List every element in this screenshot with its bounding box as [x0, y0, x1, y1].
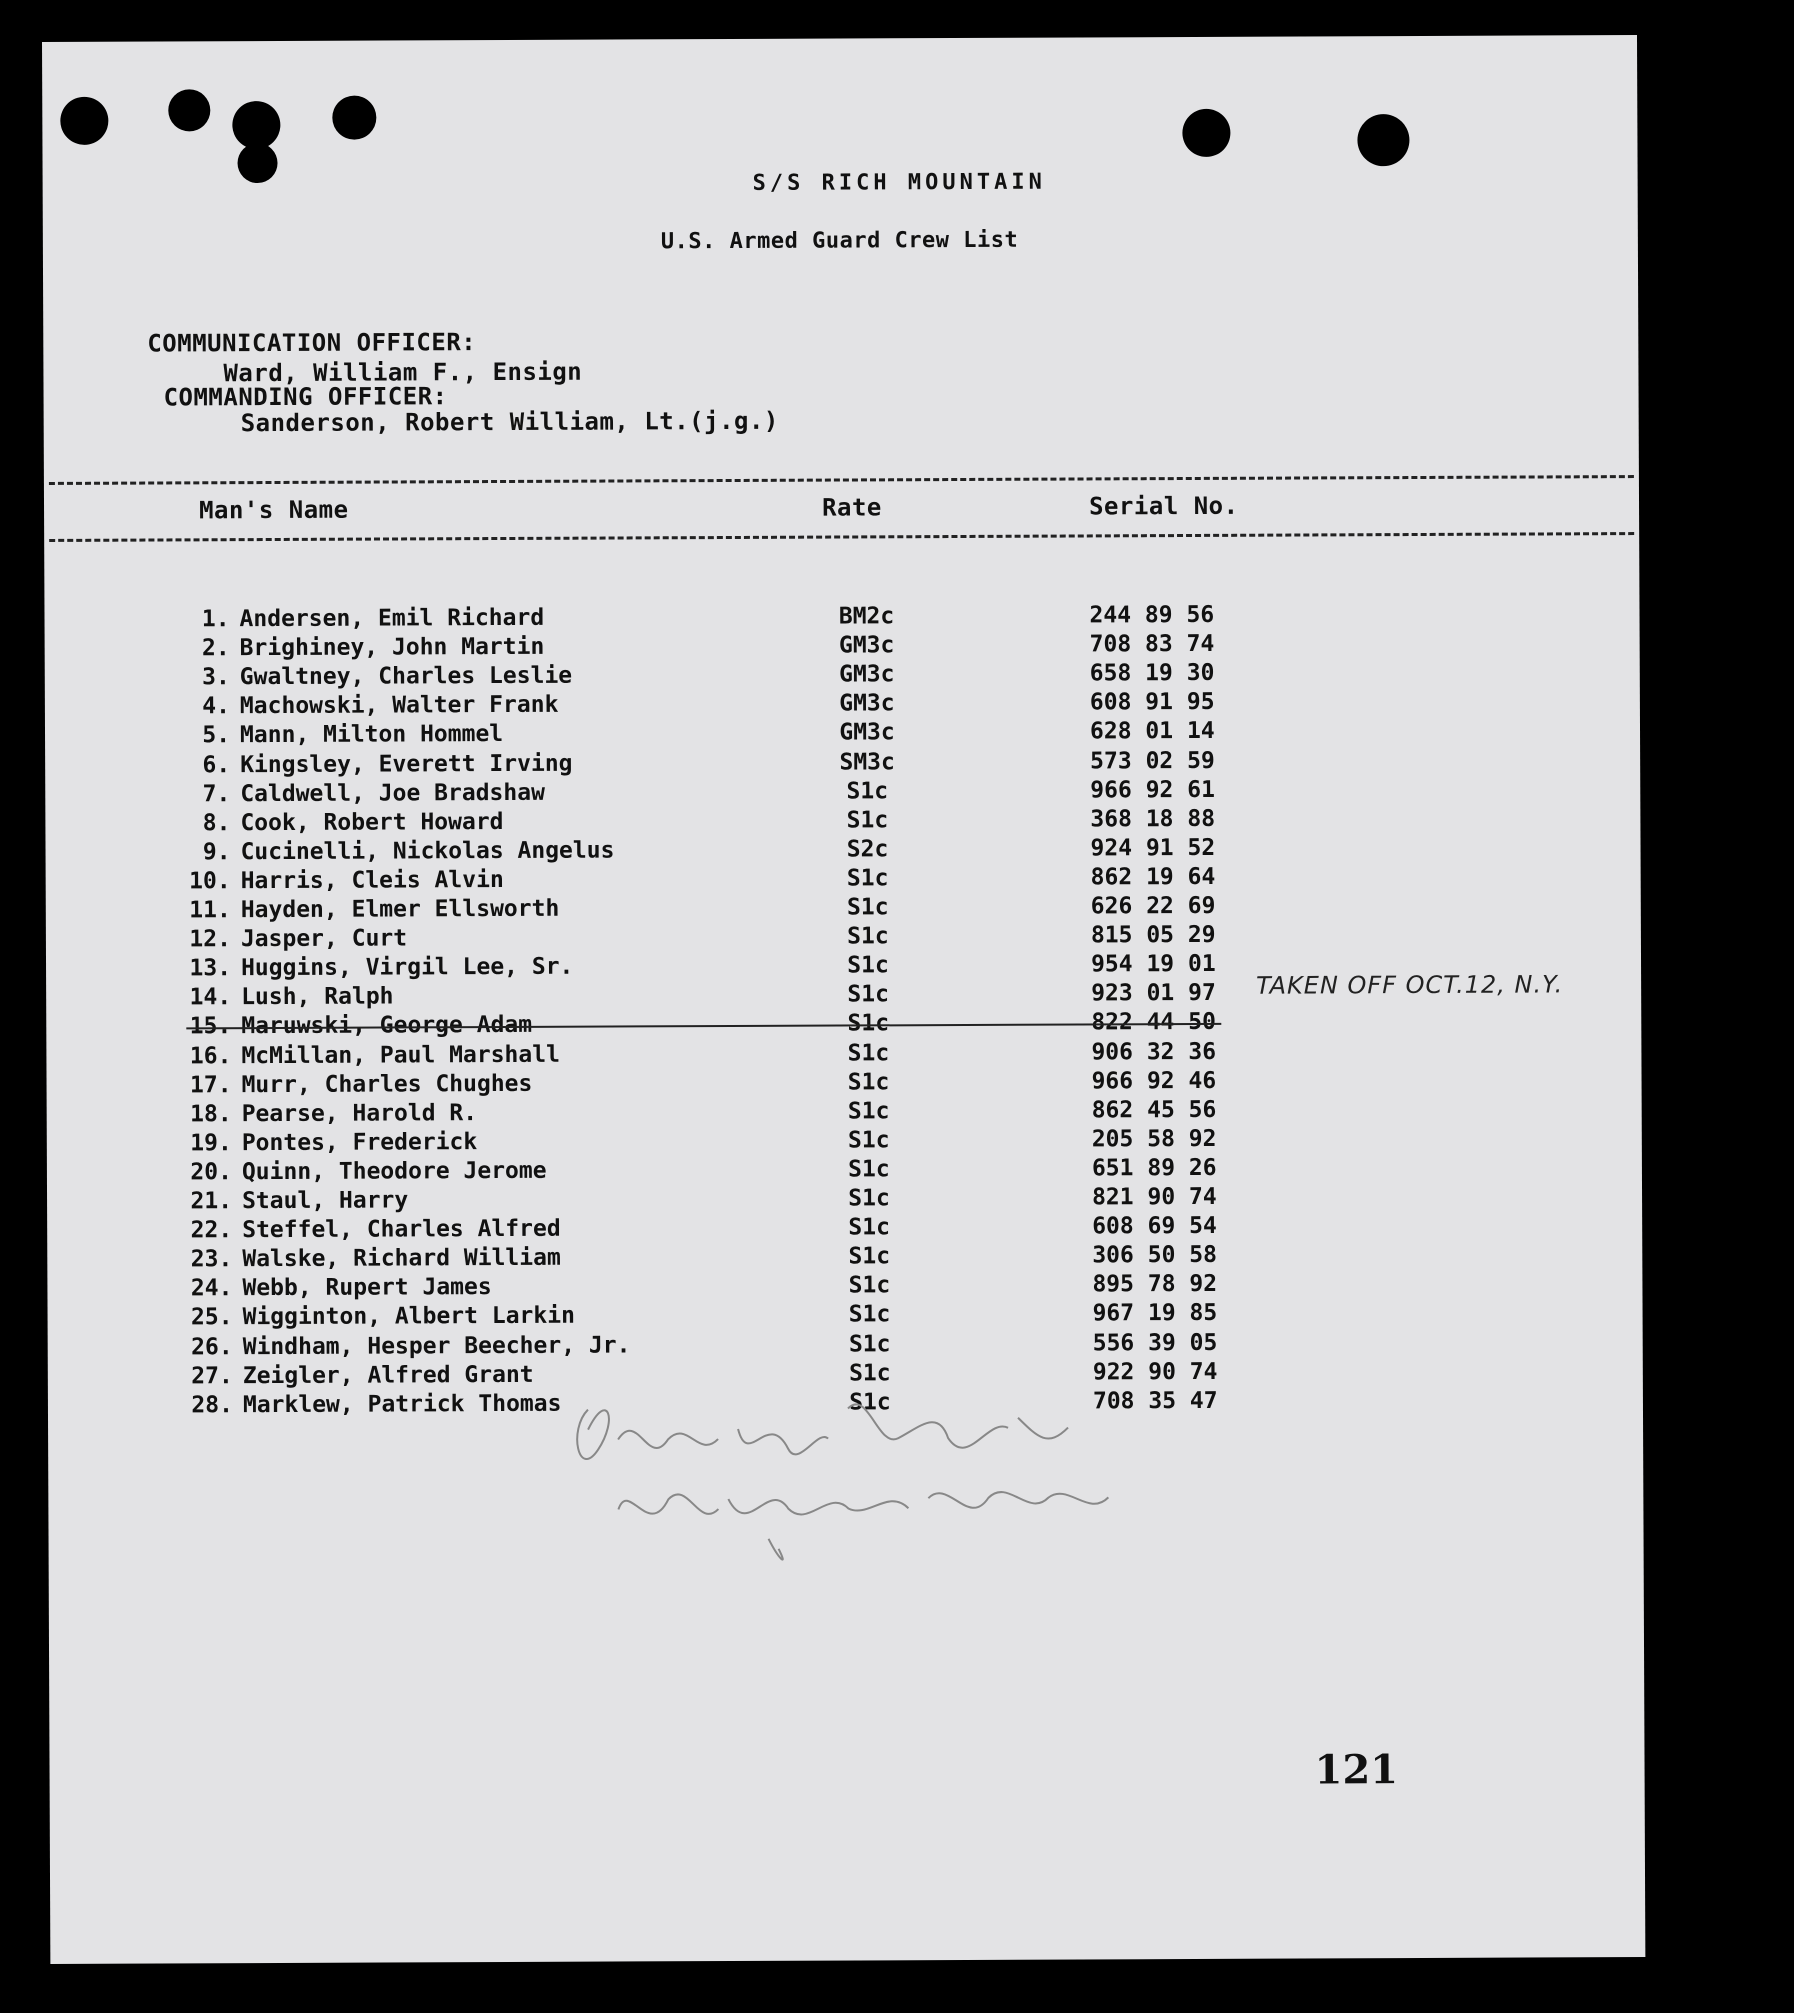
- punch-hole: [1182, 109, 1230, 157]
- crew-num: 20.: [190, 1159, 232, 1186]
- crew-rate: GM3c: [839, 661, 895, 688]
- crew-rate: GM3c: [839, 690, 895, 717]
- crew-num: 12.: [189, 926, 231, 953]
- crew-name: Pontes, Frederick: [241, 1128, 478, 1156]
- crew-rate: S1c: [847, 981, 889, 1008]
- crew-serial: 862 45 56: [1091, 1096, 1217, 1124]
- crew-serial: 821 90 74: [1091, 1183, 1217, 1211]
- crew-serial: 368 18 88: [1090, 805, 1216, 833]
- divider: [49, 475, 1634, 485]
- crew-serial: 922 90 74: [1092, 1358, 1218, 1386]
- crew-name: Cucinelli, Nickolas Angelus: [240, 837, 615, 865]
- crew-rate: BM2c: [838, 603, 895, 630]
- crew-num: 22.: [190, 1217, 233, 1244]
- punch-hole: [237, 143, 277, 183]
- crew-serial: 608 69 54: [1092, 1212, 1217, 1240]
- crew-rate: S1c: [846, 894, 889, 921]
- document-title: S/S RICH MOUNTAIN: [752, 169, 1046, 196]
- crew-rate: S1c: [849, 1388, 891, 1416]
- crew-rate: S1c: [847, 1068, 890, 1096]
- crew-serial: 626 22 69: [1090, 892, 1216, 920]
- crew-serial: 923 01 97: [1091, 980, 1216, 1007]
- crew-serial: 205 58 92: [1091, 1125, 1217, 1153]
- crew-name: McMillan, Paul Marshall: [241, 1041, 560, 1069]
- crew-name: Caldwell, Joe Bradshaw: [240, 779, 545, 807]
- crew-serial: 244 89 56: [1089, 601, 1215, 629]
- crew-name: Hayden, Elmer Ellsworth: [240, 895, 560, 924]
- crew-name: Cook, Robert Howard: [240, 808, 504, 836]
- crew-serial: 608 91 95: [1089, 689, 1215, 716]
- crew-num: 4.: [202, 693, 230, 720]
- crew-serial: 651 89 26: [1091, 1154, 1217, 1182]
- crew-rate: GM3c: [838, 632, 895, 659]
- crew-num: 15.: [189, 1013, 232, 1040]
- communication-officer-label: COMMUNICATION OFFICER:: [147, 328, 477, 358]
- punch-hole: [1357, 114, 1409, 166]
- crew-name: Huggins, Virgil Lee, Sr.: [240, 953, 574, 982]
- crew-name: Steffel, Charles Alfred: [242, 1215, 561, 1244]
- crew-name: Marklew, Patrick Thomas: [242, 1390, 562, 1418]
- crew-name: Kingsley, Everett Irving: [240, 750, 573, 778]
- crew-rate: S1c: [847, 1039, 890, 1066]
- divider: [49, 532, 1634, 542]
- crew-rate: S1c: [848, 1359, 891, 1387]
- crew-num: 13.: [189, 955, 232, 982]
- column-header-name: Man's Name: [198, 495, 349, 525]
- crew-name: Brighiney, John Martin: [239, 633, 545, 662]
- crew-rate: S2c: [846, 836, 889, 863]
- punch-hole: [60, 97, 108, 145]
- crew-num: 28.: [191, 1391, 234, 1419]
- crew-rate: S1c: [848, 1156, 890, 1183]
- crew-rate: S1c: [847, 952, 889, 979]
- crew-serial: 822 44 50: [1091, 1009, 1216, 1036]
- crew-num: 2.: [201, 635, 230, 662]
- column-header-serial: Serial No.: [1088, 491, 1239, 521]
- crew-rate: S1c: [848, 1185, 890, 1212]
- crew-serial: 906 32 36: [1091, 1038, 1217, 1065]
- crew-serial: 556 39 05: [1092, 1329, 1218, 1356]
- crew-rate: S1c: [846, 777, 889, 805]
- crew-num: 14.: [189, 984, 232, 1011]
- crew-rate: S1c: [847, 923, 889, 950]
- crew-serial: 954 19 01: [1090, 951, 1216, 978]
- crew-rate: GM3c: [839, 719, 895, 746]
- crew-rate: SM3c: [839, 748, 895, 776]
- crew-num: 25.: [190, 1304, 233, 1331]
- crew-num: 16.: [189, 1042, 232, 1069]
- crew-rate: S1c: [846, 865, 889, 892]
- crew-name: Machowski, Walter Frank: [239, 692, 559, 720]
- crew-rate: S1c: [846, 807, 889, 834]
- crew-num: 8.: [202, 809, 231, 836]
- crew-serial: 966 92 61: [1090, 776, 1215, 804]
- crew-num: 18.: [190, 1100, 232, 1128]
- crew-num: 27.: [191, 1362, 233, 1389]
- crew-rate: S1c: [848, 1243, 891, 1270]
- document-subtitle: U.S. Armed Guard Crew List: [660, 227, 1019, 255]
- commanding-officer-label: COMMANDING OFFICER:: [163, 382, 448, 412]
- crew-num: 6.: [202, 751, 231, 778]
- crew-rate: S1c: [847, 1127, 890, 1154]
- crew-num: 5.: [202, 722, 231, 749]
- crew-num: 23.: [190, 1246, 233, 1273]
- crew-serial: 862 19 64: [1090, 863, 1216, 891]
- crew-name: Zeigler, Alfred Grant: [242, 1361, 534, 1389]
- crew-serial: 628 01 14: [1089, 718, 1215, 745]
- crew-rate: S1c: [848, 1214, 891, 1241]
- crew-name: Maruwski, George Adam: [241, 1012, 533, 1040]
- column-header-rate: Rate: [821, 493, 882, 522]
- crew-serial: 967 19 85: [1092, 1300, 1218, 1327]
- punch-hole: [332, 96, 376, 140]
- crew-name: Jasper, Curt: [240, 925, 408, 953]
- crew-rate: S1c: [847, 1098, 890, 1125]
- handwritten-signature: [548, 1367, 1249, 1570]
- crew-serial: 966 92 46: [1091, 1067, 1217, 1095]
- crew-num: 1.: [201, 606, 230, 633]
- crew-name: Gwaltney, Charles Leslie: [239, 662, 573, 691]
- crew-num: 7.: [202, 780, 231, 807]
- crew-name: Windham, Hesper Beecher, Jr.: [242, 1331, 631, 1360]
- crew-rate: S1c: [848, 1301, 891, 1328]
- crew-rate: S1c: [847, 1010, 890, 1037]
- crew-num: 21.: [190, 1188, 233, 1215]
- crew-num: 24.: [190, 1275, 233, 1302]
- crew-serial: 573 02 59: [1090, 747, 1215, 774]
- crew-serial: 895 78 92: [1092, 1271, 1218, 1298]
- crew-name: Mann, Milton Hommel: [239, 721, 504, 749]
- document-page: [42, 35, 1645, 1964]
- page-number: 121: [1314, 1746, 1399, 1794]
- communication-officer-name: Ward, William F., Ensign: [223, 357, 583, 388]
- crew-name: Staul, Harry: [242, 1187, 409, 1215]
- crew-serial: 306 50 58: [1092, 1242, 1217, 1269]
- crew-serial: 815 05 29: [1090, 921, 1216, 949]
- crew-serial: 708 35 47: [1092, 1387, 1218, 1415]
- crew-name: Lush, Ralph: [241, 983, 394, 1011]
- crew-name: Webb, Rupert James: [242, 1274, 492, 1302]
- commanding-officer-name: Sanderson, Robert William, Lt.(j.g.): [240, 406, 779, 438]
- crew-serial: 924 91 52: [1090, 834, 1216, 862]
- crew-num: 26.: [191, 1333, 233, 1360]
- crew-num: 19.: [190, 1129, 232, 1157]
- crew-serial: 708 83 74: [1089, 630, 1215, 658]
- crew-serial: 658 19 30: [1089, 660, 1215, 687]
- crew-num: 11.: [189, 897, 231, 924]
- crew-name: Harris, Cleis Alvin: [240, 866, 504, 895]
- punch-hole: [232, 101, 280, 149]
- crew-rate: S1c: [848, 1330, 891, 1357]
- handwritten-annotation: TAKEN OFF OCT.12, N.Y.: [1256, 970, 1564, 1000]
- crew-name: Pearse, Harold R.: [241, 1099, 478, 1127]
- crew-rate: S1c: [848, 1272, 891, 1299]
- crew-name: Andersen, Emil Richard: [239, 604, 545, 633]
- crew-name: Walske, Richard William: [242, 1244, 561, 1273]
- crew-num: 17.: [189, 1071, 232, 1098]
- crew-name: Quinn, Theodore Jerome: [241, 1157, 547, 1186]
- crew-num: 10.: [189, 868, 231, 895]
- crew-name: Wigginton, Albert Larkin: [242, 1303, 575, 1331]
- crew-num: 3.: [202, 664, 230, 691]
- crew-num: 9.: [202, 838, 231, 866]
- punch-hole: [168, 89, 210, 131]
- crew-name: Murr, Charles Chughes: [241, 1070, 533, 1098]
